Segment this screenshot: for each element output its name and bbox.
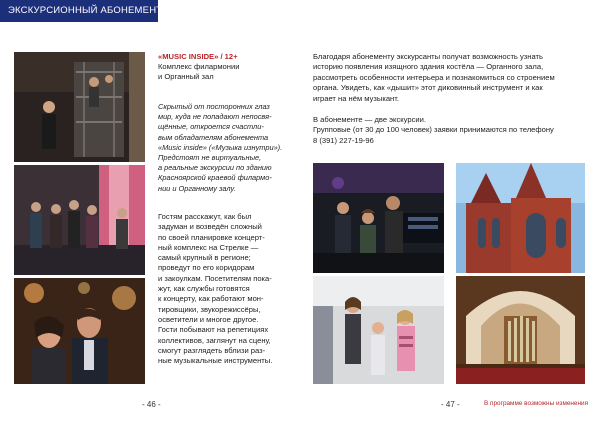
intro-paragraph xyxy=(158,102,300,194)
photo-organ-hall-interior xyxy=(456,276,585,384)
phone-number: 8 (391) 227-19-96 xyxy=(313,135,374,145)
body-line: смогут разглядеть вблизи раз- xyxy=(158,345,266,355)
photo-sound-engineers xyxy=(313,163,444,273)
para-line: органа. Увидеть, как «дышит» этот диковинный инструмент и как xyxy=(313,83,543,93)
body-line: тировщики, звукорежиссёры, xyxy=(158,304,261,314)
body-line: жут, как службы готовятся xyxy=(158,284,250,294)
body-line: коллективов, заглянут на сцену, xyxy=(158,335,271,345)
photo-backstage-stairs xyxy=(14,52,145,162)
body-line: ный комплекс на Стрелке — xyxy=(158,242,259,252)
excursion-title-block xyxy=(158,52,298,83)
intro-line: нии и Органному залу. xyxy=(158,183,236,193)
photo-family-visit xyxy=(313,276,444,384)
para-line: Групповые (от 30 до 100 человек) заявки принимаются по телефону xyxy=(313,125,554,135)
body-line: самый крупный в регионе; xyxy=(158,253,251,263)
photo-stage-group xyxy=(14,165,145,275)
program-change-note: В программе возможны изменения xyxy=(484,400,589,407)
excursion-subtitle-line1: Комплекс филармонии xyxy=(158,62,240,72)
intro-line: «Music inside» («Музыка изнутри»). xyxy=(158,142,283,152)
excursion-title: «MUSIC INSIDE» / 12+ xyxy=(158,52,238,61)
body-line: проведут по его коридорам xyxy=(158,263,255,273)
page-number-left: - 46 - xyxy=(142,400,161,409)
organ-hall-paragraph xyxy=(313,52,585,104)
para-line: историю появления изящного здания костёла — Органного зала, xyxy=(313,62,544,72)
para-line: играет на нём музыкант. xyxy=(313,93,399,103)
excursion-subtitle-line2: и Органный зал xyxy=(158,72,214,82)
page-number-right: - 47 - xyxy=(441,400,460,409)
section-header-label: ЭКСКУРСИОННЫЙ АБОНЕМЕНТ xyxy=(8,5,163,16)
tour-description xyxy=(158,212,298,366)
photo-cathedral-exterior xyxy=(456,163,585,273)
body-line: Гостям расскажут, как был xyxy=(158,212,252,221)
para-line: Благодаря абонементу экскурсанты получат возможность узнать xyxy=(313,52,543,61)
body-line: осветители и многое другое. xyxy=(158,314,259,324)
body-line: по своей планировке концерт- xyxy=(158,232,265,242)
intro-line: Красноярской краевой филармо- xyxy=(158,173,272,183)
body-line: к концерту, как работают мон- xyxy=(158,294,264,304)
para-line: В абонементе — две экскурсии. xyxy=(313,115,426,124)
para-line: рассмотреть особенности интерьера и познакомиться со строением xyxy=(313,72,555,82)
intro-line: Скрытый от посторонних глаз xyxy=(158,102,270,111)
section-header-bar xyxy=(0,0,163,22)
body-line: Гости побывают на репетициях xyxy=(158,325,269,335)
body-line: ные музыкальные инструменты. xyxy=(158,356,273,366)
intro-line: вым обладателям абонемента xyxy=(158,132,269,142)
booking-info xyxy=(313,115,585,146)
body-line: задуман и возведён сложный xyxy=(158,222,262,232)
intro-line: щённые, откроется счастли- xyxy=(158,122,264,132)
intro-line: Предстоят не виртуальные, xyxy=(158,153,262,163)
intro-line: а реальные экскурсии по зданию xyxy=(158,163,272,173)
photo-couple-portrait xyxy=(14,278,145,384)
body-line: и закоулкам. Посетителям пока- xyxy=(158,273,272,283)
intro-line: мир, куда не попадают непосвя- xyxy=(158,112,272,122)
